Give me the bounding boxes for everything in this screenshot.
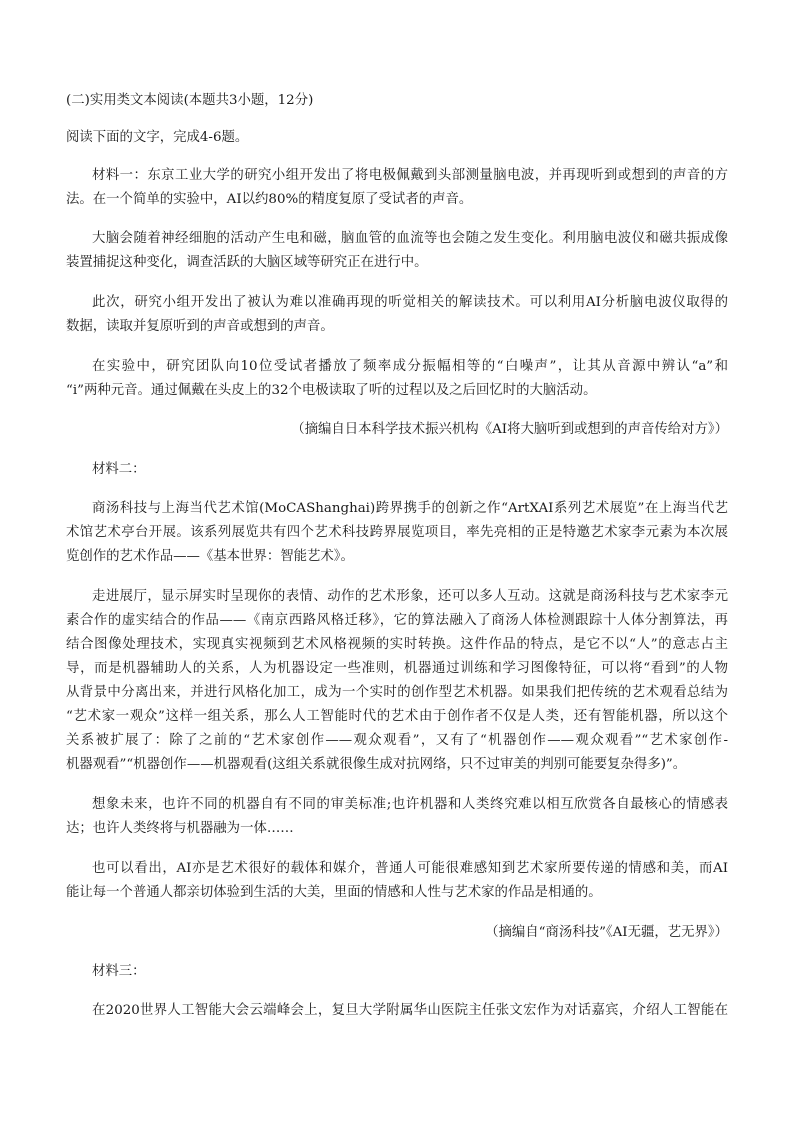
m1-p1-line2: 法。在一个简单的实验中，AI以约80%的精度复原了受试者的声音。 bbox=[66, 192, 473, 207]
m2-p2-line8: 机器观看”“机器创作——机器观看(这组关系就很像生成对抗网络，只不过审美的判别可能要复杂得多)”。 bbox=[66, 757, 687, 772]
m2-p2-line7: 关系被扩展了：除了之前的“艺术家创作——观众观看”，又有了“机器创作——观众观看”“艺术家创作- bbox=[66, 733, 728, 748]
section-title: (二)实用类文本阅读(本题共3小题，12分) bbox=[66, 93, 314, 108]
m1-p3-line2: 数据，读取并复原听到的声音或想到的声音。 bbox=[66, 319, 334, 334]
m2-p1-line1: 商汤科技与上海当代艺术馆(MoCAShanghai)跨界携手的创新之作“ArtXAI系列艺术展览”在上海当代艺 bbox=[92, 501, 728, 516]
m2-p3-line2: 达；也许人类终将与机器融为一体…… bbox=[66, 821, 294, 836]
m2-p2-line2: 素合作的虚实结合的作品——《南京西路风格迁移》，它的算法融入了商汤人体检测跟踪十人体分割算法，再 bbox=[66, 613, 728, 628]
m1-p4-line1: 在实验中，研究团队向10位受试者播放了频率成分振幅相等的“白噪声”，让其从音源中辨认“a”和 bbox=[92, 359, 728, 374]
m2-heading: 材料二： bbox=[92, 462, 146, 477]
m2-p2-line3: 结合图像处理技术，实现真实视频到艺术风格视频的实时转换。这件作品的特点，是它不以“人”的意志占主 bbox=[66, 637, 728, 652]
m1-source: （摘编自日本科学技术振兴机构《AI将大脑听到或想到的声音传给对方》） bbox=[291, 422, 728, 437]
m2-p2-line1: 走进展厅，显示屏实时呈现你的表情、动作的艺术形象，还可以多人互动。这就是商汤科技与艺术家李元 bbox=[92, 589, 728, 604]
m2-p3-line1: 想象未来，也许不同的机器自有不同的审美标准;也许机器和人类终究难以相互欣赏各自最核心的情感表 bbox=[92, 797, 728, 812]
m2-p2-line4: 导，而是机器辅助人的关系，人为机器设定一些准则，机器通过训练和学习图像特征，可以将“看到”的人物 bbox=[66, 661, 728, 676]
m2-source: （摘编自“商汤科技”《AI无疆，艺无界》） bbox=[485, 925, 728, 940]
m1-p4-line2: “i”两种元音。通过佩戴在头皮上的32个电极读取了听的过程以及之后回忆时的大脑活动。 bbox=[66, 383, 597, 398]
m2-p4-line1: 也可以看出，AI亦是艺术很好的载体和媒介，普通人可能很难感知到艺术家所要传递的情感和美，而AI bbox=[92, 861, 728, 876]
m3-p1-line1: 在2020世界人工智能大会云端峰会上，复旦大学附属华山医院主任张文宏作为对话嘉宾，介绍人工智能在 bbox=[92, 1003, 728, 1018]
m2-p4-line2: 能让每一个普通人都亲切体验到生活的大美，里面的情感和人性与艺术家的作品是相通的。 bbox=[66, 885, 602, 900]
m2-p1-line2: 术馆艺术亭台开展。该系列展览共有四个艺术科技跨界展览项目，率先亮相的正是特邀艺术家李元素为本次展 bbox=[66, 525, 728, 540]
m2-p2-line5: 从背景中分离出来，并进行风格化加工，成为一个实时的创作型艺术机器。如果我们把传统的艺术观看总结为 bbox=[66, 685, 728, 700]
m1-p3-line1: 此次，研究小组开发出了被认为难以准确再现的听觉相关的解读技术。可以利用AI分析脑电波仪取得的 bbox=[92, 295, 728, 310]
m1-p2-line2: 装置捕捉这种变化，调查活跃的大脑区域等研究正在进行中。 bbox=[66, 255, 428, 270]
m2-p2-line6: “艺术家一观众”这样一组关系，那么人工智能时代的艺术由于创作者不仅是人类，还有智能机器，所以这个 bbox=[66, 709, 728, 724]
m1-p2-line1: 大脑会随着神经细胞的活动产生电和磁，脑血管的血流等也会随之发生变化。利用脑电波仪和磁共振成像 bbox=[92, 231, 728, 246]
instruction: 阅读下面的文字，完成4-6题。 bbox=[66, 130, 249, 145]
m1-p1-line1: 材料一：东京工业大学的研究小组开发出了将电极佩戴到头部测量脑电波，并再现听到或想到的声音的方 bbox=[92, 168, 728, 183]
m2-p1-line3: 览创作的艺术作品——《基本世界：智能艺术》。 bbox=[66, 549, 354, 564]
m3-heading: 材料三： bbox=[92, 964, 146, 979]
